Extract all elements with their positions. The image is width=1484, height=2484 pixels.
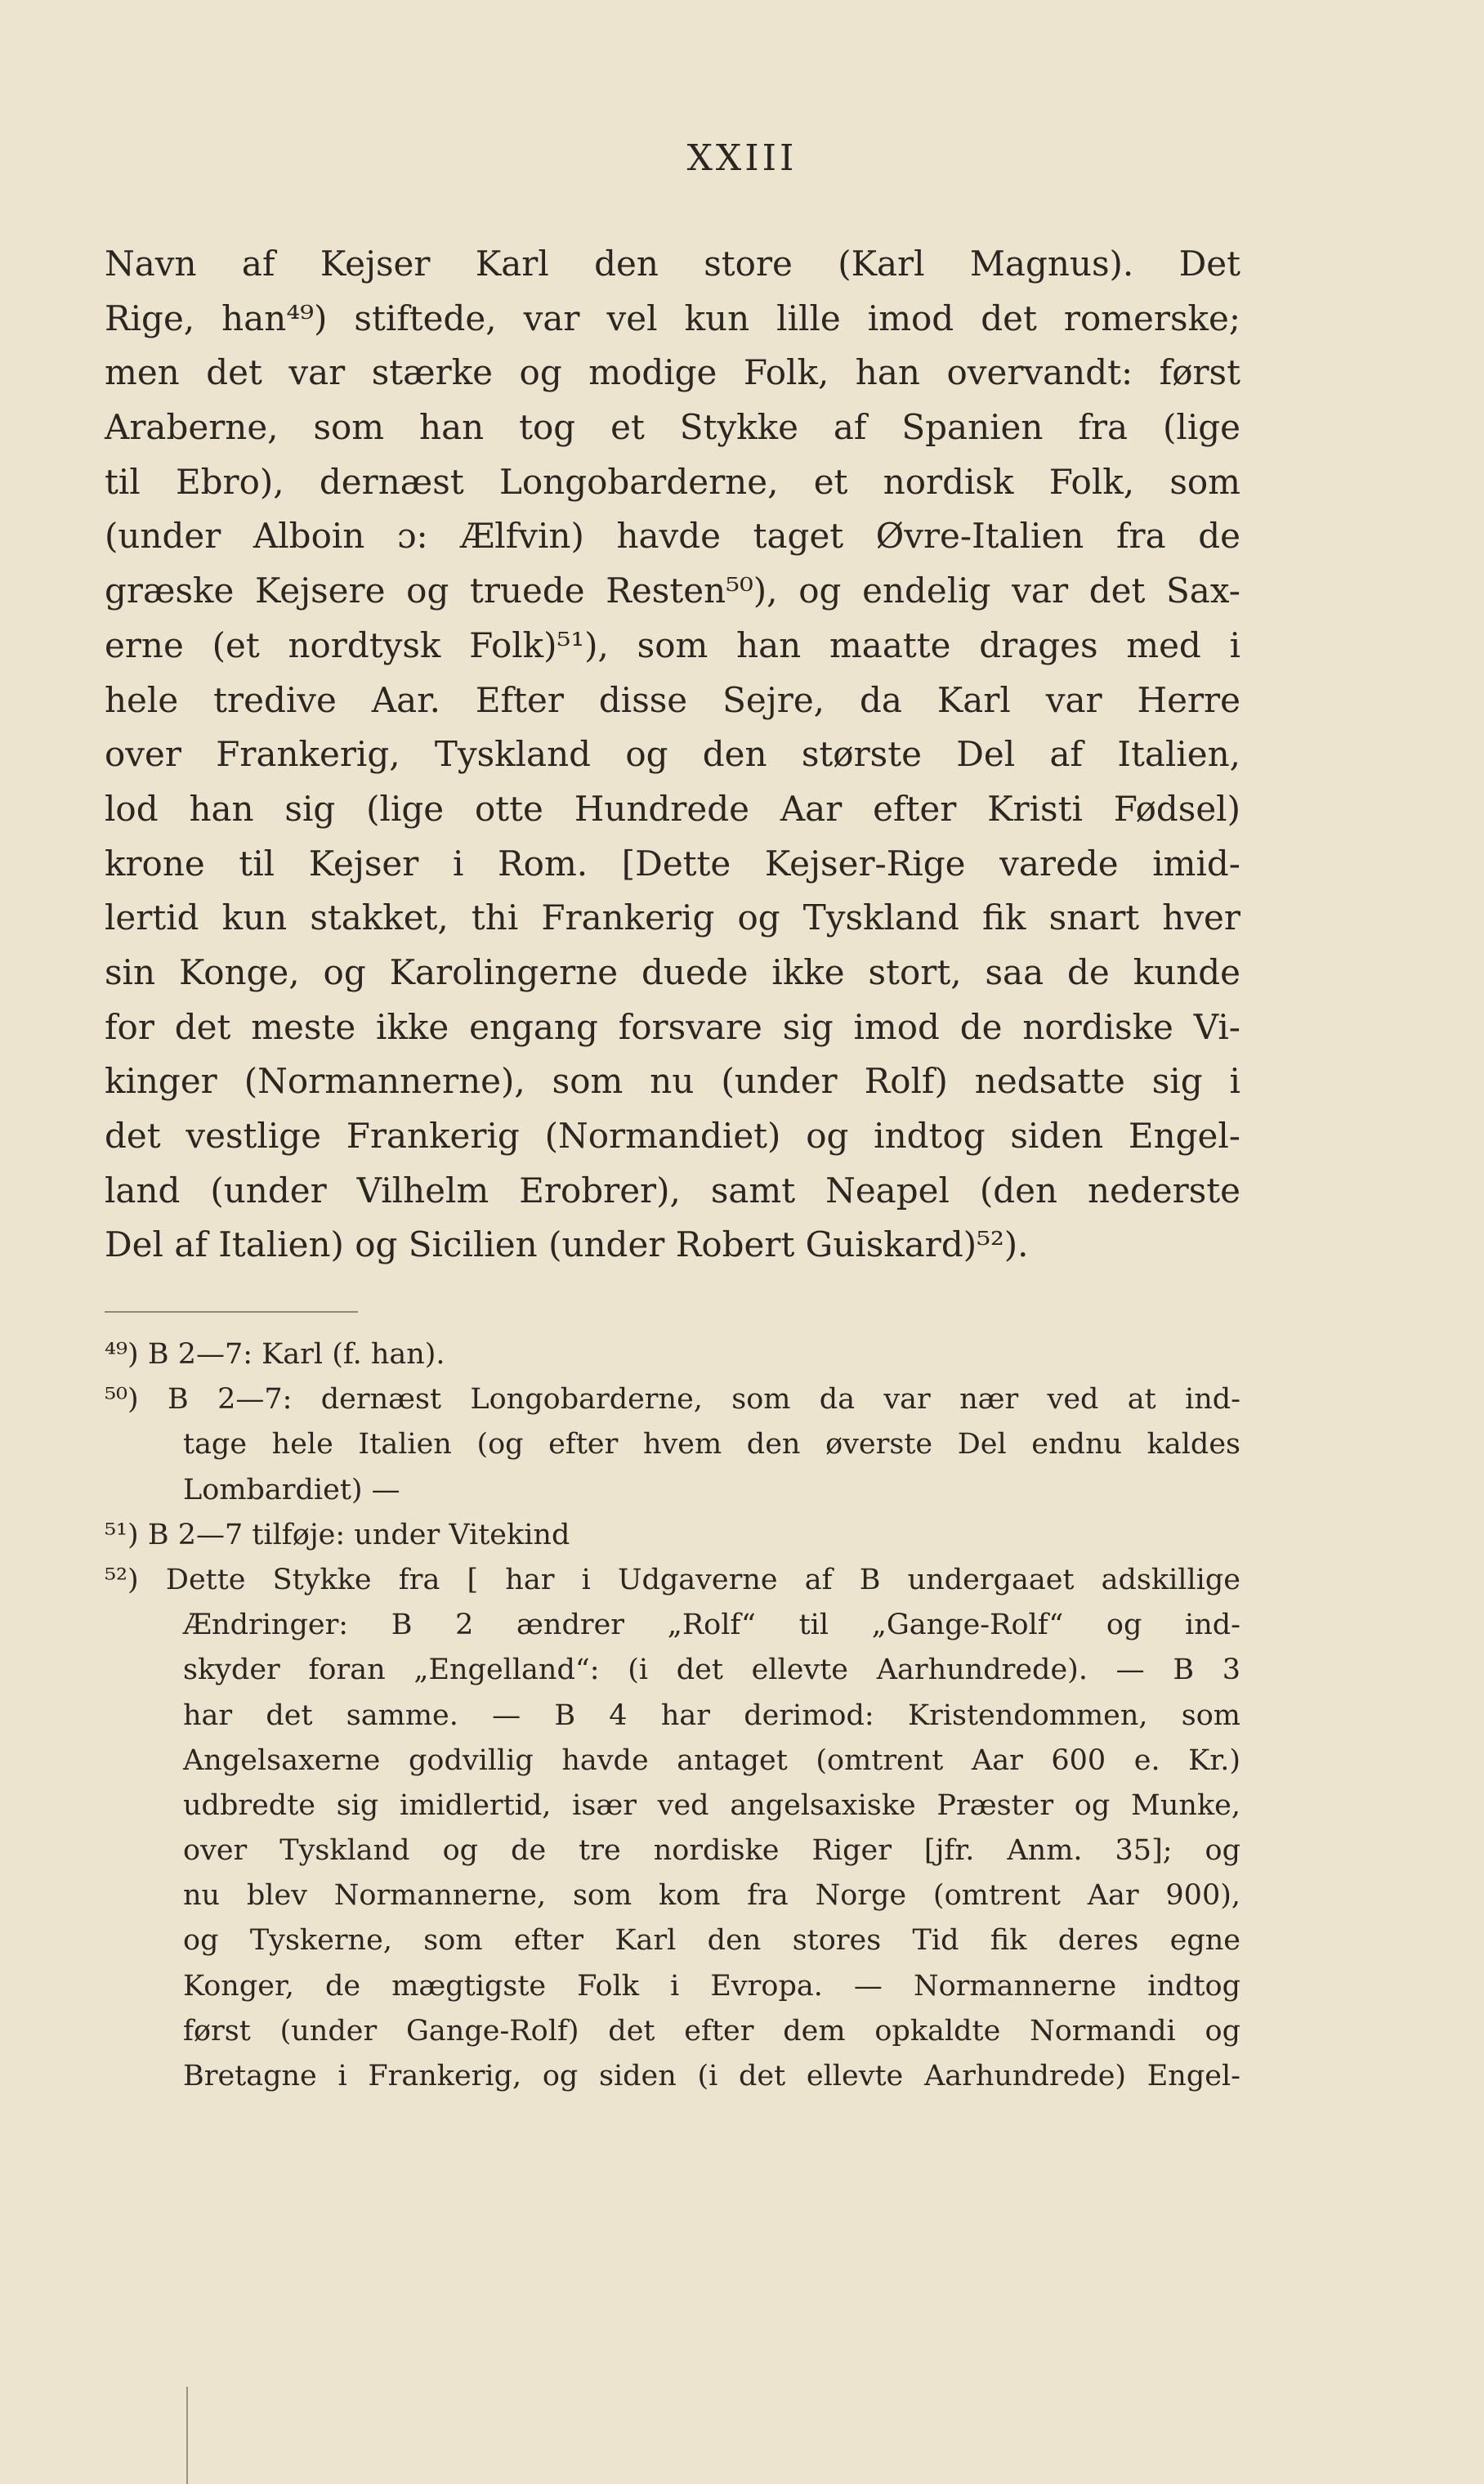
footnote-separator: [105, 1311, 358, 1313]
footnote-line: ⁵⁰) B 2—7: dernæst Longobarderne, som da var nær ved at ind-: [105, 1383, 1240, 1417]
body-line: krone til Kejser i Rom. [Dette Kejser-Rige varede imid-: [105, 843, 1240, 884]
footnote-line: Lombardiet) —: [183, 1473, 400, 1506]
footnote-line: udbredte sig imidlertid, især ved angelsaxiske Præster og Munke,: [183, 1788, 1240, 1822]
body-line: erne (et nordtysk Folk)⁵¹), som han maatte drages med i: [105, 624, 1240, 665]
body-line: Navn af Kejser Karl den store (Karl Magnus). Det: [105, 244, 1240, 284]
body-line: kinger (Normannerne), som nu (under Rolf) nedsatte sig i: [105, 1061, 1240, 1102]
footnote-line: over Tyskland og de tre nordiske Riger [jfr. Anm. 35]; og: [183, 1834, 1240, 1868]
binding-edge-mark: [186, 2387, 188, 2484]
main-text-block: [105, 237, 1240, 1273]
body-line: (under Alboin ɔ: Ælfvin) havde taget Øvre-Italien fra de: [105, 516, 1240, 557]
footnote-line: og Tyskerne, som efter Karl den stores Tid fik deres egne: [183, 1924, 1240, 1958]
footnote-line: tage hele Italien (og efter hvem den øverste Del endnu kaldes: [183, 1428, 1240, 1461]
body-line: græske Kejsere og truede Resten⁵⁰), og endelig var det Sax-: [105, 571, 1240, 611]
body-line: land (under Vilhelm Erobrer), samt Neapel (den nederste: [105, 1170, 1240, 1211]
body-line: til Ebro), dernæst Longobarderne, et nordisk Folk, som: [105, 461, 1240, 502]
footnote-line: Bretagne i Frankerig, og siden (i det ellevte Aarhundrede) Engel-: [183, 2060, 1240, 2092]
page-number-header: XXIII: [686, 137, 798, 179]
footnote-line: Konger, de mægtigste Folk i Evropa. — Normannerne indtog: [183, 1969, 1240, 2003]
body-line: Del af Italien) og Sicilien (under Robert Guiskard)⁵²).: [105, 1224, 1029, 1265]
footnote-line: ⁴⁹) B 2—7: Karl (f. han).: [105, 1338, 445, 1371]
body-line: for det meste ikke engang forsvare sig imod de nordiske Vi-: [105, 1006, 1240, 1047]
body-line: Araberne, som han tog et Stykke af Spanien fra (lige: [105, 407, 1240, 448]
body-line: lod han sig (lige otte Hundrede Aar efter Kristi Fødsel): [105, 788, 1240, 829]
footnote-line: ⁵¹) B 2—7 tilføje: under Vitekind: [105, 1518, 570, 1551]
footnote-line: Angelsaxerne godvillig havde antaget (omtrent Aar 600 e. Kr.): [183, 1743, 1240, 1777]
footnote-line: skyder foran „Engelland“: (i det ellevte Aarhundrede). — B 3: [183, 1654, 1240, 1687]
body-line: Rige, han⁴⁹) stiftede, var vel kun lille imod det romerske;: [105, 298, 1240, 338]
footnotes-block: [105, 1332, 1240, 2099]
body-line: men det var stærke og modige Folk, han overvandt: først: [105, 352, 1240, 393]
body-line: lertid kun stakket, thi Frankerig og Tyskland fik snart hver: [105, 897, 1240, 938]
footnote-line: har det samme. — B 4 har derimod: Kristendommen, som: [183, 1699, 1240, 1732]
footnote-line: ⁵²) Dette Stykke fra [ har i Udgaverne af B undergaaet adskillige: [105, 1563, 1240, 1596]
footnote-line: nu blev Normannerne, som kom fra Norge (omtrent Aar 900),: [183, 1879, 1240, 1913]
body-line: over Frankerig, Tyskland og den største Del af Italien,: [105, 734, 1240, 775]
footnote-line: Ændringer: B 2 ændrer „Rolf“ til „Gange-Rolf“ og ind-: [183, 1609, 1240, 1642]
body-line: hele tredive Aar. Efter disse Sejre, da Karl var Herre: [105, 679, 1240, 720]
footnote-line: først (under Gange-Rolf) det efter dem opkaldte Normandi og: [183, 2014, 1240, 2048]
body-line: sin Konge, og Karolingerne duede ikke stort, saa de kunde: [105, 951, 1240, 992]
body-line: det vestlige Frankerig (Normandiet) og indtog siden Engel-: [105, 1116, 1240, 1156]
